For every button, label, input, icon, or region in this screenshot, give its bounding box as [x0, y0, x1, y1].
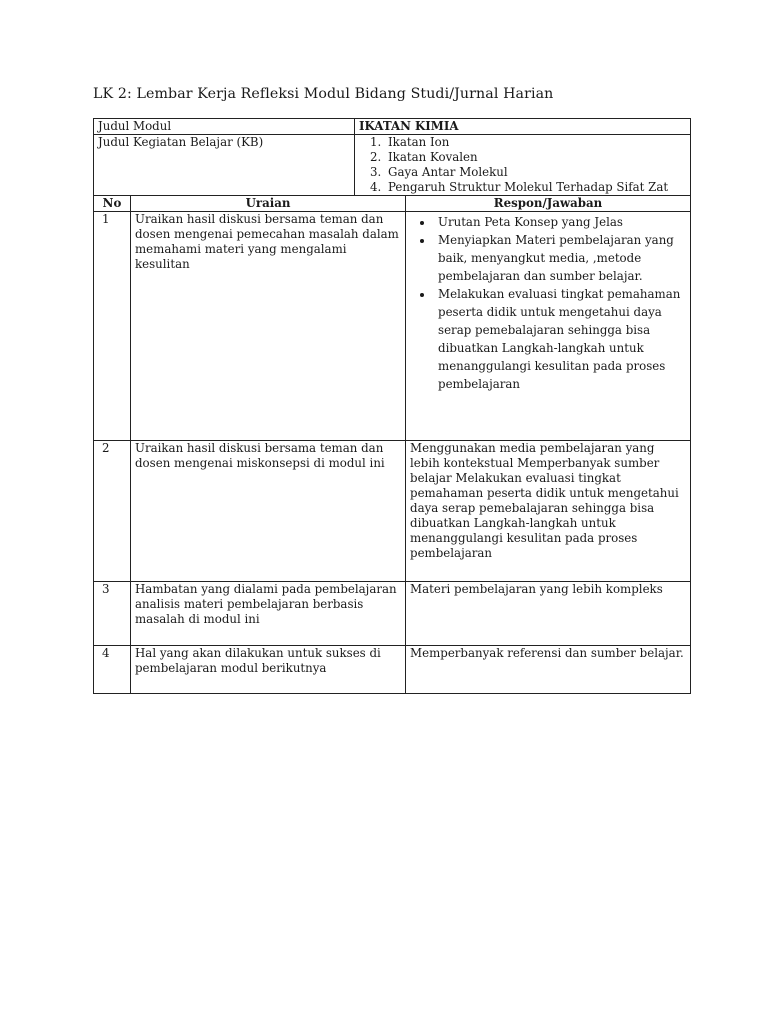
- respon-item: • Melakukan evaluasi tingkat pemahaman peserta didik untuk mengetahui daya serap pemebalajaran sehingga bisa dibuatkan Langkah-langkah untuk menanggulangi kesulitan pada proses pembelajaran: [434, 285, 686, 393]
- row-number: 2: [94, 441, 131, 582]
- worksheet-table: [93, 118, 691, 694]
- activities-label: Judul Kegiatan Belajar (KB): [94, 135, 355, 196]
- row-number: 3: [94, 582, 131, 646]
- table-row: [94, 646, 691, 694]
- header-uraian: Uraian: [131, 196, 406, 212]
- activities-list: [359, 135, 686, 195]
- row-number: 4: [94, 646, 131, 694]
- row-uraian: Hambatan yang dialami pada pembelajaran analisis materi pembelajaran berbasis masalah di modul ini: [131, 582, 406, 646]
- activities-list-cell: [355, 135, 691, 196]
- row-respon: [406, 212, 691, 441]
- module-title: IKATAN KIMIA: [355, 119, 691, 135]
- row-uraian: Uraikan hasil diskusi bersama teman dan dosen mengenai pemecahan masalah dalam memahami materi yang mengalami kesulitan: [131, 212, 406, 441]
- activity-item: 4. Pengaruh Struktur Molekul Terhadap Sifat Zat: [385, 180, 686, 195]
- module-row: [94, 119, 691, 135]
- activity-item: 3. Gaya Antar Molekul: [385, 165, 686, 180]
- row-respon: Materi pembelajaran yang lebih kompleks: [406, 582, 691, 646]
- row-respon: Memperbanyak referensi dan sumber belajar.: [406, 646, 691, 694]
- table-header-row: [94, 196, 691, 212]
- activities-row: [94, 135, 691, 196]
- row-uraian: Hal yang akan dilakukan untuk sukses di pembelajaran modul berikutnya: [131, 646, 406, 694]
- table-row: [94, 441, 691, 582]
- table-row: [94, 212, 691, 441]
- row-respon: Menggunakan media pembelajaran yang lebih kontekstual Memperbanyak sumber belajar Melakukan evaluasi tingkat pemahaman peserta didik untuk mengetahui daya serap pemebalajaran sehingga bisa dibuatkan Langkah-langkah untuk menanggulangi kesulitan pada proses pembelajaran: [406, 441, 691, 582]
- table-row: [94, 582, 691, 646]
- document-title: LK 2: Lembar Kerja Refleksi Modul Bidang Studi/Jurnal Harian: [93, 86, 554, 102]
- header-respon: Respon/Jawaban: [406, 196, 691, 212]
- row-uraian: Uraikan hasil diskusi bersama teman dan dosen mengenai miskonsepsi di modul ini: [131, 441, 406, 582]
- row-number: 1: [94, 212, 131, 441]
- module-label: Judul Modul: [94, 119, 355, 135]
- header-no: No: [94, 196, 131, 212]
- respon-item: • Urutan Peta Konsep yang Jelas: [434, 213, 686, 231]
- activity-item: 2. Ikatan Kovalen: [385, 150, 686, 165]
- respon-item: • Menyiapkan Materi pembelajaran yang baik, menyangkut media, ,metode pembelajaran dan sumber belajar.: [434, 231, 686, 285]
- respon-list: [410, 213, 686, 393]
- activity-item: 1. Ikatan Ion: [385, 135, 686, 150]
